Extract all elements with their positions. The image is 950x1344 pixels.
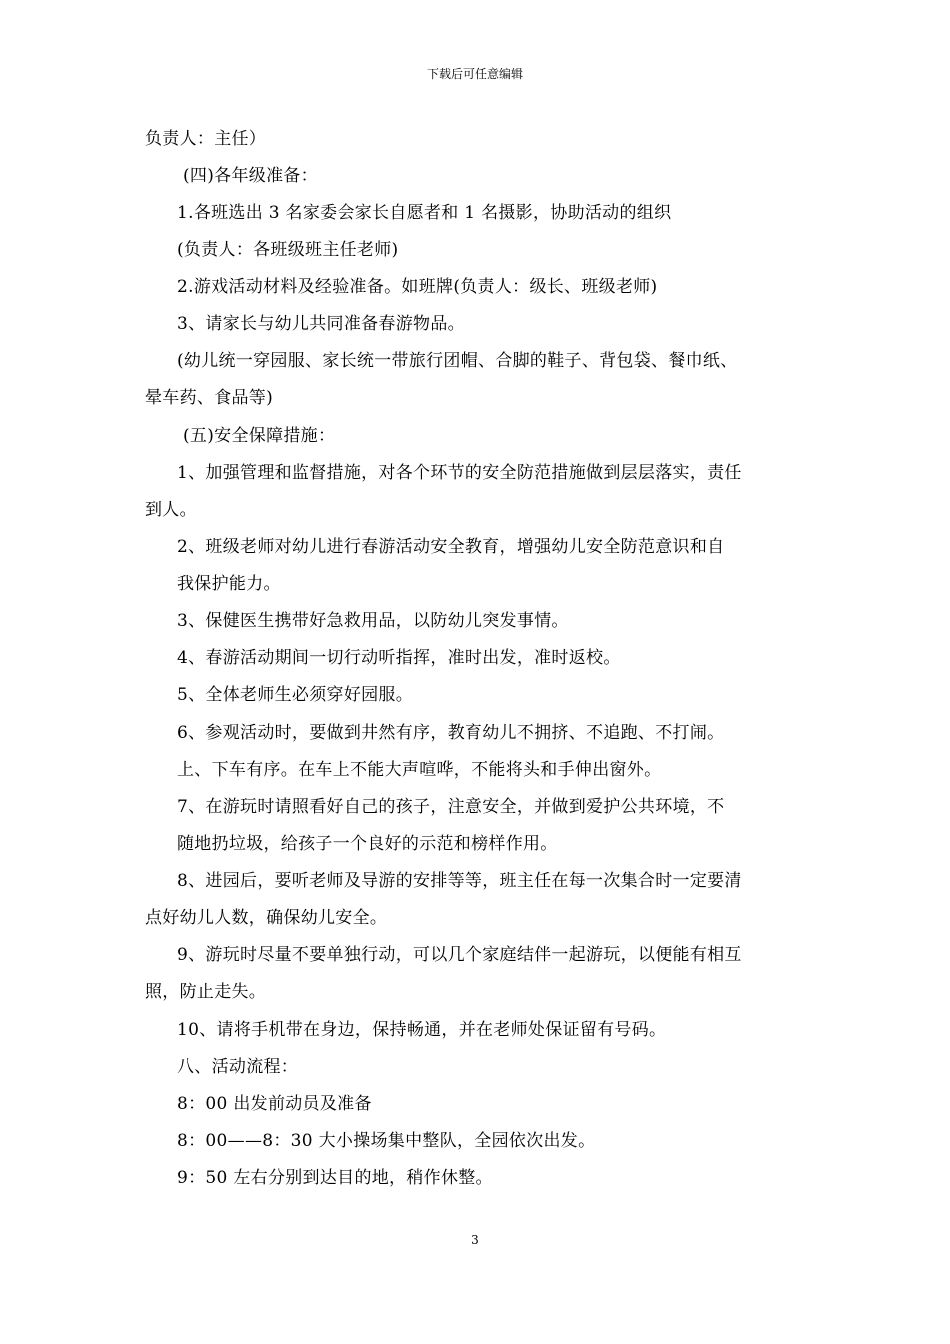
page-number: 3 [471,1233,479,1247]
text-line: 3、请家长与幼儿共同准备春游物品。 [177,314,465,334]
text-line: 1、加强管理和监督措施，对各个环节的安全防范措施做到层层落实，责任 [177,463,742,483]
text-line: 8：00——8：30 大小操场集中整队，全园依次出发。 [177,1131,596,1151]
text-line: 8、进园后，要听老师及导游的安排等等，班主任在每一次集合时一定要清 [177,871,742,891]
text-line: 照，防止走失。 [145,982,267,1002]
text-line: 10、请将手机带在身边，保持畅通，并在老师处保证留有号码。 [177,1020,667,1040]
text-line: 点好幼儿人数，确保幼儿安全。 [145,908,388,928]
section-heading: 八、活动流程： [177,1057,299,1077]
text-line: 2.游戏活动材料及经验准备。如班牌(负责人：级长、班级老师) [177,277,658,297]
section-heading: (四)各年级准备： [183,166,318,186]
text-line: 上、下车有序。在车上不能大声喧哗，不能将头和手伸出窗外。 [177,760,662,780]
text-line: 到人。 [145,500,197,520]
text-line: 3、保健医生携带好急救用品，以防幼儿突发事情。 [177,611,569,631]
text-line: 2、班级老师对幼儿进行春游活动安全教育，增强幼儿安全防范意识和自 [177,537,725,557]
text-line: (幼儿统一穿园服、家长统一带旅行团帽、合脚的鞋子、背包袋、餐巾纸、 [177,351,738,371]
text-line: 9、游玩时尽量不要单独行动，可以几个家庭结伴一起游玩，以便能有相互 [177,945,742,965]
text-line: (负责人：各班级班主任老师) [177,240,399,260]
text-line: 6、参观活动时，要做到井然有序，教育幼儿不拥挤、不追跑、不打闹。 [177,723,725,743]
page-header: 下载后可任意编辑 [426,67,523,81]
section-heading: (五)安全保障措施： [183,426,336,446]
text-line: 负责人：主任） [145,129,267,149]
text-line: 9：50 左右分别到达目的地，稍作休整。 [177,1168,493,1188]
text-line: 1.各班选出 3 名家委会家长自愿者和 1 名摄影，协助活动的组织 [177,203,672,223]
text-line: 随地扔垃圾，给孩子一个良好的示范和榜样作用。 [177,834,558,854]
text-line: 晕车药、食品等) [145,388,274,408]
text-line: 8：00 出发前动员及准备 [177,1094,372,1114]
text-line: 4、春游活动期间一切行动听指挥，准时出发，准时返校。 [177,648,621,668]
text-line: 5、全体老师生必须穿好园服。 [177,685,414,705]
text-line: 我保护能力。 [177,574,281,594]
text-line: 7、在游玩时请照看好自己的孩子，注意安全，并做到爱护公共环境，不 [177,797,725,817]
